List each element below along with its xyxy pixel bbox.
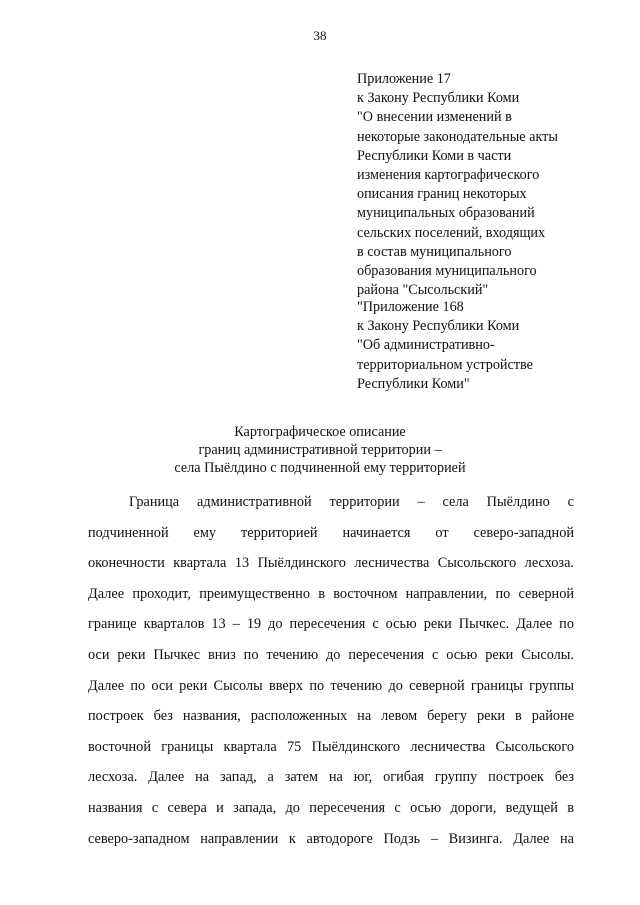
body-line: Далее проходит, преимущественно в восточном направлении, по северной: [88, 585, 574, 602]
body-line: Граница административной территории – села Пыёлдино с: [129, 494, 574, 510]
body-line: лесхоза. Далее на запад, а затем на юг, огибая группу построек без: [88, 769, 574, 786]
appendix-168-header: [357, 298, 607, 394]
body-line: северо-западном направлении к автодороге Подзь – Визинга. Далее на: [88, 830, 574, 847]
appendix-168-line: "Об административно-: [357, 337, 495, 354]
appendix-17-line: Республики Коми в части: [357, 147, 512, 164]
body-paragraph: [88, 487, 574, 854]
document-heading: [0, 423, 640, 477]
heading-line: Картографическое описание: [234, 424, 406, 440]
appendix-17-line: Приложение 17: [357, 71, 451, 87]
appendix-17-line: муниципальных образований: [357, 205, 535, 222]
body-line: подчиненной ему территорией начинается от северо-западной: [88, 524, 574, 541]
appendix-17-line: образования муниципального: [357, 263, 537, 280]
appendix-168-line: Республики Коми": [357, 375, 470, 392]
appendix-17-line: "О внесении изменений в: [357, 109, 512, 126]
appendix-17-line: некоторые законодательные акты: [357, 128, 558, 145]
appendix-17-line: сельских поселений, входящих: [357, 224, 546, 241]
appendix-17-line: района "Сысольский": [357, 282, 489, 299]
appendix-168-line: к Закону Республики Коми: [357, 318, 520, 335]
body-line: восточной границы квартала 75 Пыёлдинского лесничества Сысольского: [88, 738, 574, 755]
body-line: границе кварталов 13 – 19 до пересечения с осью реки Пычкес. Далее по: [88, 616, 574, 633]
appendix-17-line: в состав муниципального: [357, 243, 512, 260]
appendix-17-line: описания границ некоторых: [357, 186, 527, 203]
appendix-17-header: [357, 70, 607, 300]
body-line: названия с севера и запада, до пересечения с осью дороги, ведущей в: [88, 799, 574, 816]
heading-line: села Пыёлдино с подчиненной ему территорией: [174, 460, 466, 476]
heading-line: границ административной территории –: [198, 442, 442, 458]
appendix-17-line: изменения картографического: [357, 167, 540, 184]
appendix-168-line: территориальном устройстве: [357, 356, 533, 373]
appendix-17-line: к Закону Республики Коми: [357, 90, 520, 107]
body-line: оси реки Пычкес вниз по течению до пересечения с осью реки Сысолы.: [88, 646, 574, 663]
page-number: 38: [313, 28, 327, 43]
appendix-168-line: "Приложение 168: [357, 299, 464, 315]
body-line: построек без названия, расположенных на левом берегу реки в районе: [88, 708, 574, 725]
body-line: оконечности квартала 13 Пыёлдинского лесничества Сысольского лесхоза.: [88, 555, 574, 572]
body-line: Далее по оси реки Сысолы вверх по течению до северной границы группы: [88, 677, 574, 694]
